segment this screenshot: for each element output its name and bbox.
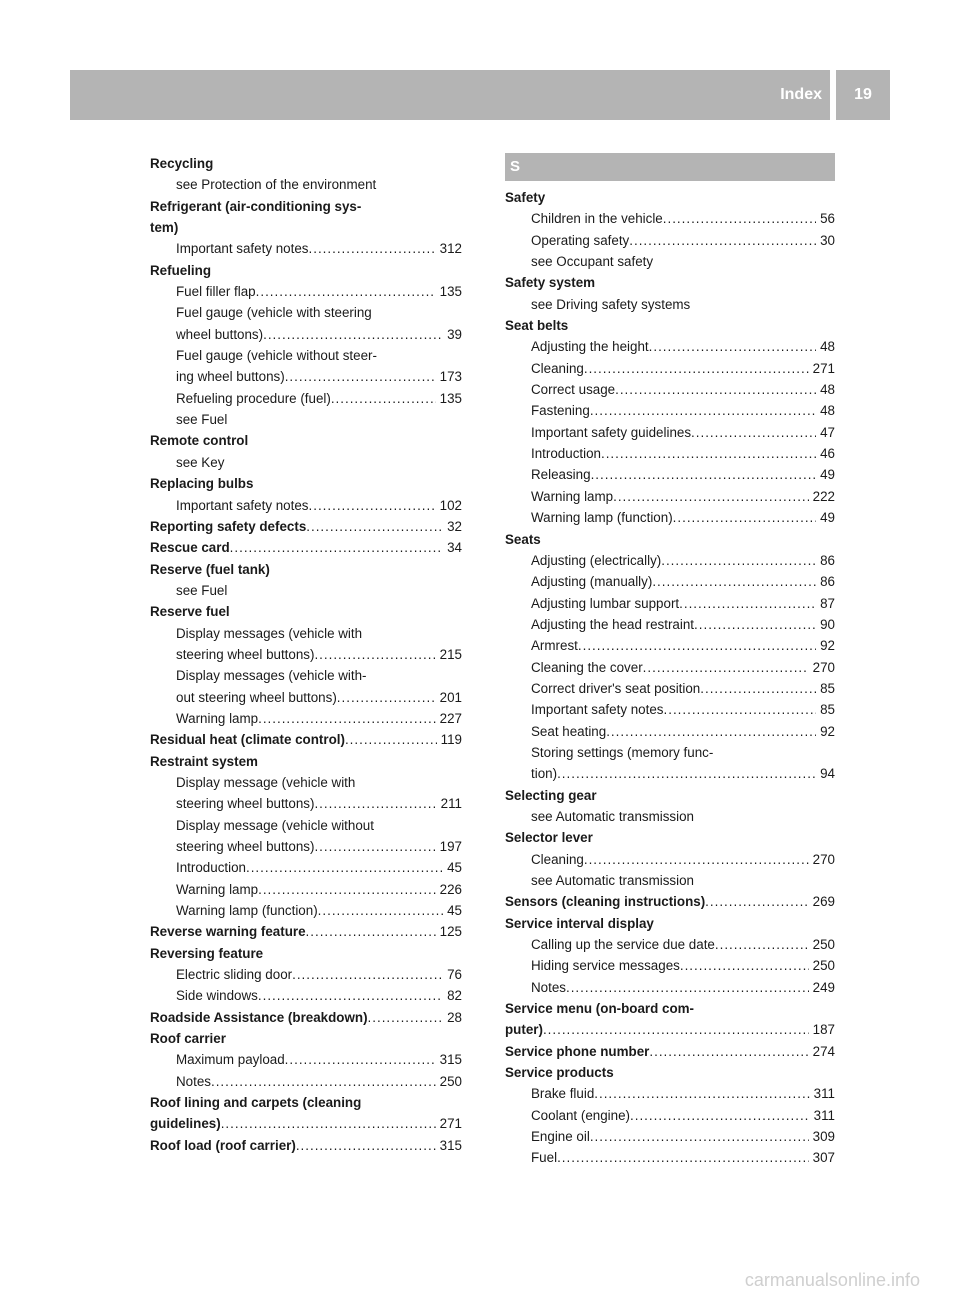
entry-text: out steering wheel buttons) — [176, 689, 337, 705]
entry-text: Brake fluid — [531, 1086, 595, 1102]
index-entry-with-page — [505, 1019, 835, 1040]
page-reference: 274 — [812, 1043, 835, 1059]
index-subentry-with-page — [150, 388, 462, 409]
index-subentry-with-page — [505, 486, 835, 507]
entry-text: Warning lamp — [176, 881, 259, 897]
index-entry-heading: Refueling — [150, 262, 212, 278]
dot-leader — [629, 230, 816, 251]
index-subentry: Display message (vehicle without — [176, 817, 374, 833]
dot-leader — [664, 699, 817, 720]
page-reference: 250 — [439, 1073, 462, 1089]
index-subentry: Fuel gauge (vehicle without steer- — [176, 348, 377, 364]
page-reference: 215 — [439, 646, 462, 662]
page-reference: 270 — [812, 851, 835, 867]
dot-leader — [256, 281, 436, 302]
index-subentry-with-page — [505, 763, 835, 784]
dot-leader — [590, 400, 816, 421]
index-entry-with-page — [150, 516, 462, 537]
dot-leader — [694, 614, 816, 635]
dot-leader — [643, 657, 809, 678]
dot-leader — [691, 422, 816, 443]
entry-text: Warning lamp — [531, 488, 614, 504]
page-reference: 48 — [820, 403, 835, 419]
dot-leader — [584, 849, 809, 870]
index-entry-heading: Safety system — [505, 275, 596, 291]
index-entry-heading: Replacing bulbs — [150, 476, 254, 492]
entry-text: Important safety guidelines — [531, 424, 692, 440]
dot-leader — [590, 1126, 809, 1147]
entry-text: Adjusting the height — [531, 339, 649, 355]
dot-leader — [230, 537, 443, 558]
index-subentry-with-page — [150, 793, 462, 814]
index-entry-heading: Reversing feature — [150, 945, 264, 961]
entry-text: Fuel — [531, 1150, 558, 1166]
page-reference: 271 — [812, 360, 835, 376]
index-subentry-with-page — [150, 857, 462, 878]
dot-leader — [296, 1135, 436, 1156]
index-entry-heading: Selector lever — [505, 830, 593, 846]
index-subentry: Display message (vehicle with — [176, 774, 356, 790]
index-subentry: see Automatic transmission — [531, 873, 694, 888]
entry-text: Cleaning — [531, 360, 584, 376]
dot-leader — [615, 379, 816, 400]
index-subentry-with-page — [505, 849, 835, 870]
dot-leader — [258, 985, 443, 1006]
index-subentry-with-page — [505, 358, 835, 379]
page-reference: 34 — [447, 540, 462, 556]
dot-leader — [700, 678, 816, 699]
entry-text: Fuel filler flap — [176, 284, 256, 300]
dot-leader — [584, 358, 809, 379]
dot-leader — [285, 1049, 436, 1070]
page-reference: 226 — [439, 881, 462, 897]
dot-leader — [715, 934, 809, 955]
entry-text: Calling up the service due date — [531, 937, 715, 953]
section-letter-header: S — [505, 153, 835, 181]
page-reference: 222 — [812, 488, 835, 504]
entry-text: Coolant (engine) — [531, 1107, 631, 1123]
page-reference: 76 — [447, 967, 462, 983]
entry-text: Warning lamp (function) — [176, 903, 318, 919]
index-subentry-with-page — [150, 687, 462, 708]
index-entry-with-page — [150, 1113, 462, 1134]
entry-text: Refueling procedure (fuel) — [176, 390, 331, 406]
entry-text: guidelines) — [150, 1116, 221, 1132]
index-subentry-with-page — [505, 955, 835, 976]
entry-text: Correct driver's seat position — [531, 680, 701, 696]
index-subentry: Display messages (vehicle with — [176, 625, 363, 641]
index-entry-heading: Refrigerant (air-conditioning sys- — [150, 198, 362, 214]
index-subentry-with-page — [150, 495, 462, 516]
index-entry-heading: Reserve (fuel tank) — [150, 561, 270, 577]
entry-text: Warning lamp (function) — [531, 510, 673, 526]
entry-text: puter) — [505, 1022, 543, 1038]
page-section-title: Index — [780, 86, 822, 103]
entry-text: Adjusting (electrically) — [531, 552, 662, 568]
entry-text: Introduction — [176, 860, 246, 876]
index-entry-with-page — [150, 921, 462, 942]
page-reference: 86 — [820, 552, 835, 568]
dot-leader — [630, 1105, 810, 1126]
index-subentry-with-page — [505, 443, 835, 464]
page-reference: 307 — [812, 1150, 835, 1166]
index-subentry-with-page — [150, 1049, 462, 1070]
entry-text: Releasing — [531, 467, 591, 483]
page-reference: 119 — [440, 732, 462, 748]
dot-leader — [543, 1019, 809, 1040]
index-subentry: see Fuel — [176, 412, 228, 428]
page-reference: 309 — [812, 1129, 835, 1145]
entry-text: Seat heating — [531, 723, 607, 739]
index-entry-heading: Service interval display — [505, 915, 654, 931]
index-entry-heading: Seat belts — [505, 318, 569, 334]
page-reference: 85 — [820, 702, 835, 718]
page-reference: 201 — [439, 689, 462, 705]
entry-text: Fastening — [531, 403, 590, 419]
index-column-left — [150, 153, 462, 1156]
page-reference: 86 — [820, 574, 835, 590]
dot-leader — [578, 635, 816, 656]
dot-leader — [258, 708, 436, 729]
index-subentry-with-page — [150, 985, 462, 1006]
entry-text: Adjusting the head restraint — [531, 616, 695, 632]
entry-text: Side windows — [176, 988, 258, 1004]
dot-leader — [306, 516, 443, 537]
index-subentry-with-page — [505, 507, 835, 528]
index-entry-heading: Service products — [505, 1065, 614, 1081]
index-subentry-with-page — [150, 964, 462, 985]
entry-text: Adjusting lumbar support — [531, 595, 680, 611]
dot-leader — [318, 900, 443, 921]
index-subentry-with-page — [505, 208, 835, 229]
page-reference: 315 — [439, 1137, 462, 1153]
page-reference: 211 — [440, 796, 462, 812]
entry-text: steering wheel buttons) — [176, 646, 315, 662]
page-reference: 92 — [820, 638, 835, 654]
page-reference: 271 — [439, 1116, 462, 1132]
entry-text: Adjusting (manually) — [531, 574, 653, 590]
page-reference: 45 — [447, 860, 462, 876]
entry-text: Children in the vehicle — [531, 211, 663, 227]
page-reference: 102 — [439, 497, 462, 513]
page-reference: 92 — [820, 723, 835, 739]
index-subentry-with-page — [505, 721, 835, 742]
page-reference: 315 — [439, 1052, 462, 1068]
index-subentry-with-page — [505, 593, 835, 614]
index-subentry-with-page — [505, 571, 835, 592]
page-reference: 48 — [820, 382, 835, 398]
dot-leader — [679, 593, 816, 614]
index-entry-with-page — [150, 1135, 462, 1156]
entry-text: Important safety notes — [176, 241, 309, 257]
entry-text: Introduction — [531, 446, 601, 462]
dot-leader — [652, 571, 816, 592]
page-reference: 46 — [820, 446, 835, 462]
watermark: carmanualsonline.info — [744, 1270, 920, 1290]
index-subentry-with-page — [150, 879, 462, 900]
page-reference: 311 — [813, 1107, 835, 1123]
dot-leader — [345, 729, 437, 750]
entry-text: Rescue card — [150, 540, 230, 556]
entry-text: Electric sliding door — [176, 967, 293, 983]
page-reference: 85 — [820, 680, 835, 696]
index-subentry: Display messages (vehicle with- — [176, 668, 367, 684]
page-reference: 173 — [439, 369, 462, 385]
dot-leader — [246, 857, 443, 878]
dot-leader — [566, 977, 809, 998]
page-reference: 250 — [812, 958, 835, 974]
index-subentry-with-page — [150, 324, 462, 345]
index-entry-heading: tem) — [150, 220, 179, 236]
index-subentry-with-page — [505, 422, 835, 443]
dot-leader — [368, 1007, 444, 1028]
page-reference: 187 — [812, 1022, 835, 1038]
entry-text: Residual heat (climate control) — [150, 732, 345, 748]
index-subentry: see Fuel — [176, 582, 228, 598]
page-reference: 30 — [820, 232, 835, 248]
page-reference: 227 — [439, 710, 462, 726]
index-entry-with-page — [505, 891, 835, 912]
index-subentry-with-page — [505, 230, 835, 251]
page-reference: 90 — [820, 616, 835, 632]
entry-text: Sensors (cleaning instructions) — [505, 894, 706, 910]
dot-leader — [292, 964, 443, 985]
entry-text: wheel buttons) — [176, 326, 264, 342]
index-subentry-with-page — [505, 336, 835, 357]
index-subentry: see Key — [176, 454, 225, 470]
index-entry-with-page — [150, 1007, 462, 1028]
entry-text: Hiding service messages — [531, 958, 680, 974]
page-reference: 312 — [439, 241, 462, 257]
entry-text: Service phone number — [505, 1043, 650, 1059]
index-subentry-with-page — [150, 281, 462, 302]
page-reference: 39 — [447, 326, 462, 342]
dot-leader — [258, 879, 436, 900]
dot-leader — [221, 1113, 436, 1134]
page-reference: 47 — [820, 424, 835, 440]
page-reference: 49 — [820, 467, 835, 483]
index-entry-heading: Recycling — [150, 156, 214, 171]
entry-text: Important safety notes — [176, 497, 309, 513]
index-subentry-with-page — [505, 657, 835, 678]
dot-leader — [594, 1083, 809, 1104]
index-column-right — [505, 153, 835, 1169]
page-reference: 28 — [447, 1009, 462, 1025]
page-reference: 269 — [812, 894, 835, 910]
index-subentry-with-page — [150, 900, 462, 921]
dot-leader — [680, 955, 809, 976]
index-subentry-with-page — [505, 1105, 835, 1126]
index-entry-heading: Seats — [505, 531, 541, 547]
page-reference: 32 — [447, 518, 462, 534]
entry-text: Operating safety — [531, 232, 630, 248]
index-subentry-with-page — [505, 400, 835, 421]
dot-leader — [705, 891, 809, 912]
index-entry-heading: Roof lining and carpets (cleaning — [150, 1095, 362, 1111]
page-reference: 125 — [439, 924, 462, 940]
entry-text: Cleaning the cover — [531, 659, 643, 675]
index-subentry-with-page — [505, 977, 835, 998]
page-reference: 87 — [820, 595, 835, 611]
entry-text: Armrest — [531, 638, 578, 654]
page-reference: 197 — [439, 839, 462, 854]
page-reference: 249 — [812, 979, 835, 995]
dot-leader — [337, 687, 436, 708]
index-subentry: Fuel gauge (vehicle with steering — [176, 305, 372, 321]
entry-text: Engine oil — [531, 1129, 590, 1145]
dot-leader — [306, 921, 436, 942]
dot-leader — [663, 208, 816, 229]
index-subentry-with-page — [150, 644, 462, 665]
index-subentry-with-page — [505, 934, 835, 955]
index-subentry-with-page — [505, 635, 835, 656]
page-reference: 250 — [812, 937, 835, 953]
index-subentry-with-page — [505, 1083, 835, 1104]
index-entry-heading: Safety — [505, 190, 546, 205]
dot-leader — [649, 1041, 808, 1062]
entry-text: Reverse warning feature — [150, 924, 306, 940]
entry-text: Roadside Assistance (breakdown) — [150, 1009, 368, 1025]
page-reference: 135 — [439, 390, 462, 406]
entry-text: ing wheel buttons) — [176, 369, 285, 385]
entry-text: Correct usage — [531, 382, 616, 398]
dot-leader — [314, 793, 436, 814]
page-reference: 270 — [812, 659, 835, 675]
index-entry-heading: Service menu (on-board com- — [505, 1001, 694, 1017]
page-reference: 49 — [820, 510, 835, 526]
dot-leader — [263, 324, 443, 345]
entry-text: tion) — [531, 766, 558, 782]
index-subentry-with-page — [505, 1147, 835, 1168]
index-entry-with-page — [505, 1041, 835, 1062]
index-entry-heading: Roof carrier — [150, 1031, 226, 1047]
index-subentry-with-page — [150, 836, 462, 857]
entry-text: Cleaning — [531, 851, 584, 867]
entry-text: Notes — [531, 979, 566, 995]
dot-leader — [285, 366, 436, 387]
index-subentry: see Automatic transmission — [531, 808, 694, 824]
page-reference: 135 — [439, 284, 462, 300]
dot-leader — [649, 336, 816, 357]
dot-leader — [331, 388, 436, 409]
dot-leader — [314, 836, 435, 857]
page-reference: 311 — [813, 1086, 835, 1102]
entry-text: Reporting safety defects — [150, 518, 307, 534]
dot-leader — [606, 721, 816, 742]
index-entry-heading: Restraint system — [150, 753, 258, 769]
dot-leader — [309, 495, 436, 516]
index-subentry: see Driving safety systems — [531, 296, 691, 312]
entry-text: Notes — [176, 1073, 211, 1089]
index-entry-with-page — [150, 537, 462, 558]
index-subentry-with-page — [505, 379, 835, 400]
entry-text: Maximum payload — [176, 1052, 285, 1068]
index-subentry-with-page — [150, 238, 462, 259]
page-number: 19 — [836, 70, 890, 120]
index-entry-heading: Selecting gear — [505, 787, 597, 803]
index-subentry-with-page — [505, 614, 835, 635]
page-reference: 45 — [447, 903, 462, 919]
dot-leader — [613, 486, 809, 507]
dot-leader — [309, 238, 436, 259]
index-subentry-with-page — [505, 1126, 835, 1147]
index-entry-heading: Reserve fuel — [150, 604, 230, 620]
dot-leader — [661, 550, 816, 571]
dot-leader — [601, 443, 816, 464]
dot-leader — [557, 1147, 809, 1168]
page-reference: 56 — [820, 211, 835, 227]
entry-text: Warning lamp — [176, 710, 259, 726]
index-entries-right — [505, 187, 835, 1169]
page-reference: 48 — [820, 339, 835, 355]
dot-leader — [211, 1071, 436, 1092]
index-subentry: Storing settings (memory func- — [531, 744, 714, 760]
header-bar — [70, 70, 830, 120]
page-reference: 94 — [820, 766, 835, 782]
entry-text: Important safety notes — [531, 702, 664, 718]
entry-text: steering wheel buttons) — [176, 796, 315, 812]
page-reference: 82 — [447, 988, 462, 1004]
index-subentry: see Protection of the environment — [176, 177, 377, 193]
index-subentry-with-page — [505, 699, 835, 720]
index-subentry-with-page — [505, 678, 835, 699]
index-subentry-with-page — [505, 550, 835, 571]
index-subentry-with-page — [150, 1071, 462, 1092]
entry-text: Roof load (roof carrier) — [150, 1137, 296, 1153]
dot-leader — [314, 644, 435, 665]
index-entry-with-page — [150, 729, 462, 750]
index-subentry-with-page — [150, 708, 462, 729]
dot-leader — [557, 763, 816, 784]
dot-leader — [673, 507, 816, 528]
index-subentry-with-page — [505, 464, 835, 485]
index-subentry: see Occupant safety — [531, 254, 654, 270]
index-subentry-with-page — [150, 366, 462, 387]
index-entry-heading: Remote control — [150, 433, 249, 449]
entry-text: steering wheel buttons) — [176, 839, 315, 854]
dot-leader — [591, 464, 817, 485]
